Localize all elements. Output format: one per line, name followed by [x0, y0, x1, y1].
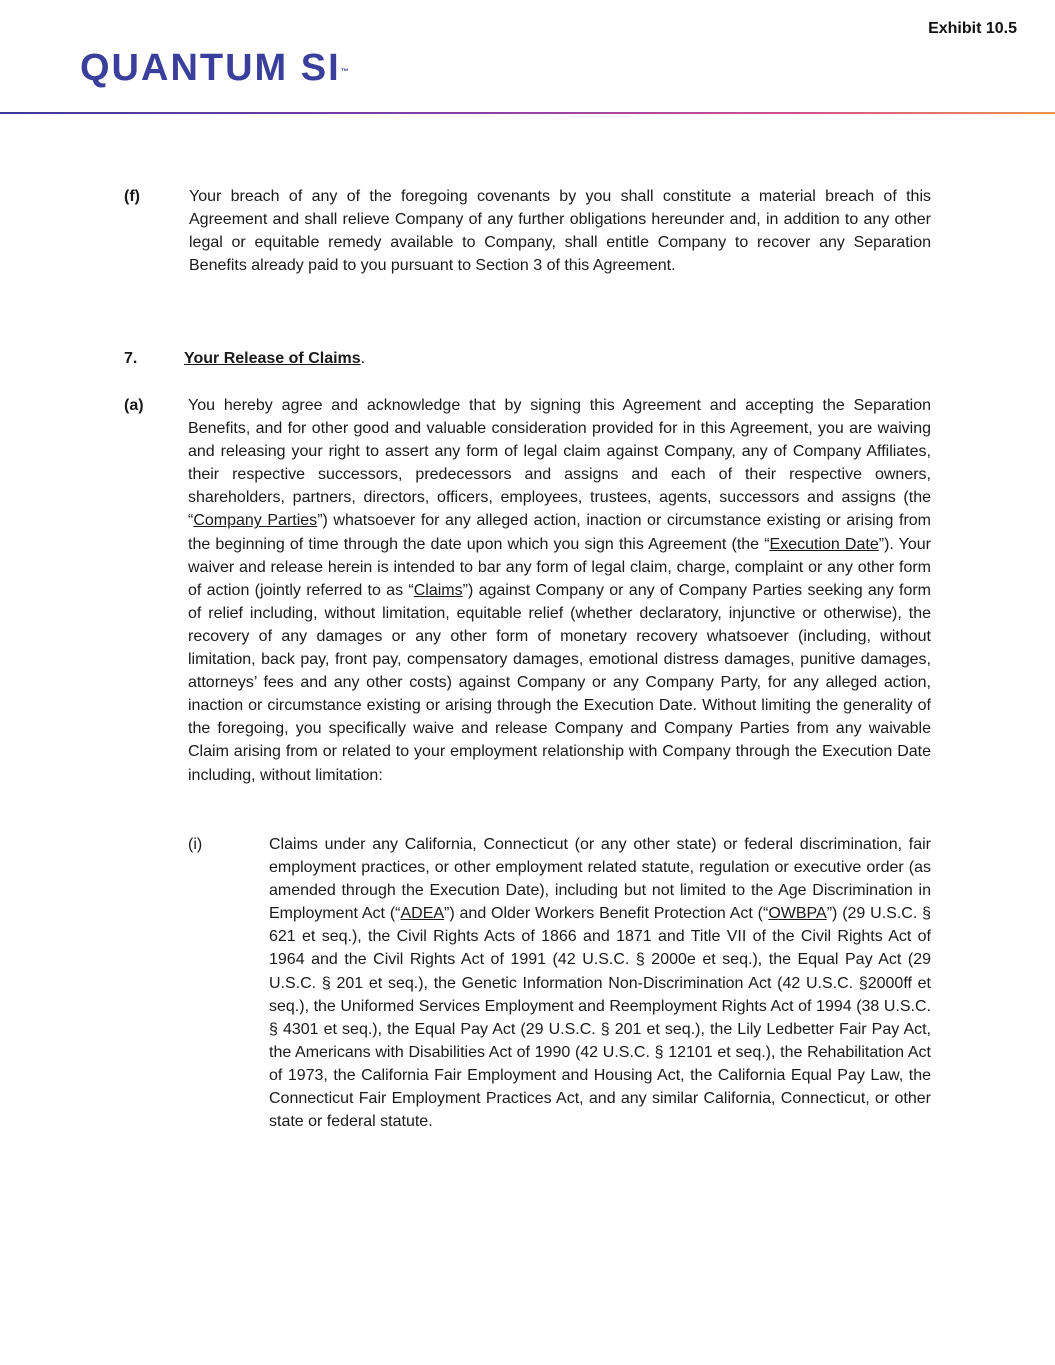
section-a-text — [188, 394, 931, 787]
section-7-number: 7. — [124, 350, 138, 367]
section-a-text-2: ”) whatsoever for any alleged action, inaction or circumstance existing or arising from the beginning of time through the date upon which you sign this Agreement (the “ — [188, 512, 932, 553]
defined-term-owbpa: OWBPA — [768, 905, 827, 923]
section-a-marker: (a) — [124, 397, 144, 414]
section-a-text-1: You hereby agree and acknowledge that by signing this Agreement and accepting the Separation Benefits, and for other good and valuable consideration provided for in this Agreement, you are waiving and releasing your right to assert any form of legal claim against Company, any of Company Affiliates, their respective successors, predecessors and assigns and each of their respective owners, shareholders, partners, directors, officers, employees, trustees, agents, successors and assigns (the “ — [188, 397, 931, 530]
section-f-marker: (f) — [124, 188, 140, 205]
section-i-marker: (i) — [188, 836, 203, 853]
defined-term-claims: Claims — [413, 581, 463, 599]
section-i-text-2: ”) and Older Workers Benefit Protection Act (“ — [444, 905, 769, 923]
exhibit-label: Exhibit 10.5 — [928, 20, 1017, 37]
section-i-text-3: ”) (29 U.S.C. § 621 et seq.), the Civil Rights Acts of 1866 and 1871 and Title VII of the Civil Rights Act of 1964 and the Civil Rights Act of 1991 (42 U.S.C. § 2000e et seq.), the Equal Pay Act (29 U.S.C. § 201 et seq.), the Genetic Information Non-Discrimination Act (42 U.S.C. §2000ff et seq.), the Uniformed Services Employment and Reemployment Rights Act of 1994 (38 U.S.C. § 4301 et seq.), the Equal Pay Act (29 U.S.C. § 201 et seq.), the Lily Ledbetter Fair Pay Act, the Americans with Disabilities Act of 1990 (42 U.S.C. § 12101 et seq.), the Rehabilitation Act of 1973, the California Fair Employment and Housing Act, the California Equal Pay Law, the Connecticut Fair Employment Practices Act, and any similar California, Connecticut, or other state or federal statute. — [269, 905, 931, 1131]
section-i-text-1: Claims under any California, Connecticut (or any other state) or federal discrimination, fair employment practices, or other employment related statute, regulation or executive order (as amended through the Execution Date), including but not limited to the Age Discrimination in Employment Act (“ — [269, 836, 931, 923]
logo-text: QUANTUM SI — [80, 47, 341, 89]
header-divider — [0, 112, 1055, 114]
defined-term-adea: ADEA — [400, 905, 445, 923]
defined-term-company-parties: Company Parties — [193, 512, 318, 530]
section-7-title-suffix: . — [360, 350, 366, 367]
company-logo — [80, 46, 349, 90]
logo-trademark: ™ — [340, 67, 349, 76]
defined-term-execution-date: Execution Date — [769, 535, 879, 553]
section-a-text-4: ”) against Company or any of Company Parties seeking any form of relief including, without limitation, equitable relief (whether declaratory, injunctive or otherwise), the recovery of any damages or any other form of monetary recovery whatsoever (including, without limitation, back pay, front pay, compensatory damages, emotional distress damages, punitive damages, attorneys’ fees and any other costs) against Company or any Company Party, for any alleged action, inaction or circumstance existing or arising through the Execution Date. Without limiting the generality of the foregoing, you specifically waive and release Company and Company Parties from any waivable Claim arising from or related to your employment relationship with Company through the Execution Date including, without limitation: — [188, 581, 931, 784]
section-i-text — [269, 833, 931, 1133]
section-f-text: Your breach of any of the foregoing covenants by you shall constitute a material breach of this Agreement and shall relieve Company of any further obligations hereunder and, in addition to any other legal or equitable remedy available to Company, shall entitle Company to recover any Separation Benefits already paid to you pursuant to Section 3 of this Agreement. — [189, 188, 931, 275]
section-a-text-3: ”). Your waiver and release herein is intended to bar any form of legal claim, charge, complaint or any other form of action (jointly referred to as “ — [188, 535, 932, 599]
section-7-title: Your Release of Claims — [184, 350, 361, 367]
